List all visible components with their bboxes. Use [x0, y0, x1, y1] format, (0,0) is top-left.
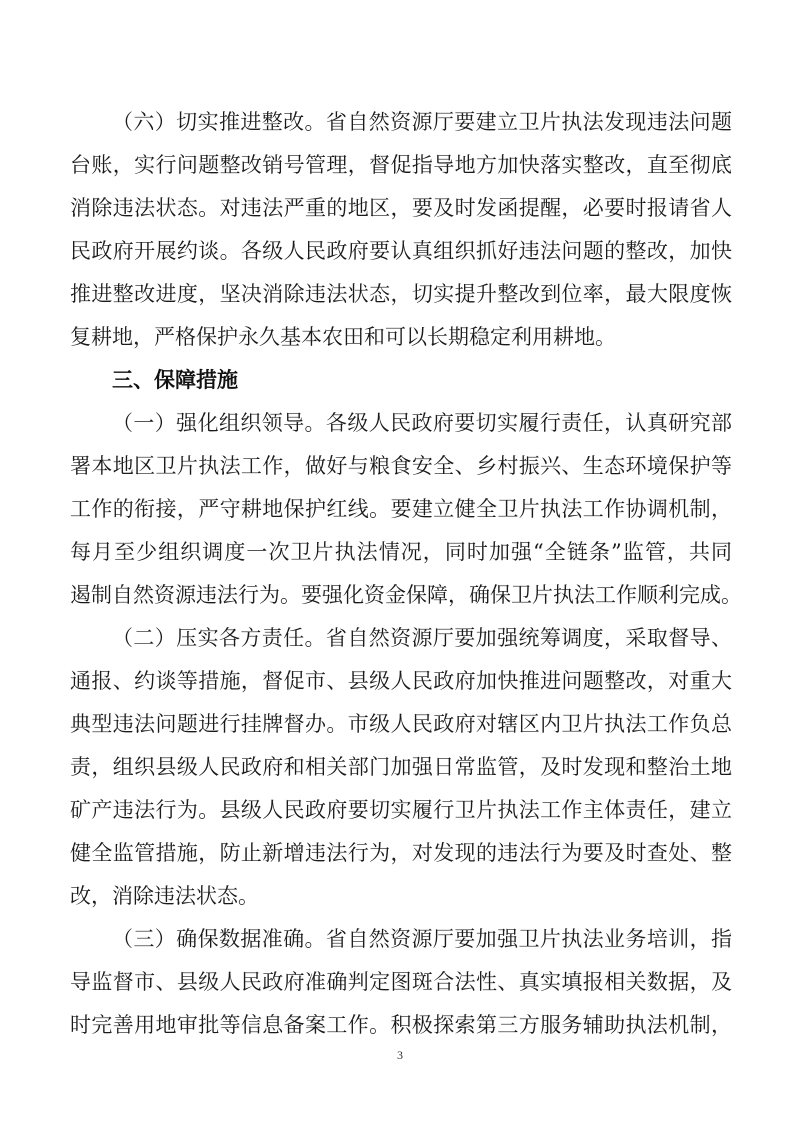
- paragraph-line: 推进整改进度，坚决消除违法状态，切实提升整改到位率，最大限度恢: [70, 282, 732, 306]
- paragraph-line: （六）切实推进整改。省自然资源厅要建立卫片执法发现违法问题: [112, 110, 732, 134]
- paragraph-line: 遏制自然资源违法行为。要强化资金保障，确保卫片执法工作顺利完成。: [70, 583, 742, 607]
- paragraph-line: 民政府开展约谈。各级人民政府要认真组织抓好违法问题的整改，加快: [70, 239, 732, 263]
- paragraph-line: 署本地区卫片执法工作，做好与粮食安全、乡村振兴、生态环境保护等: [70, 454, 732, 478]
- paragraph-line: 导监督市、县级人民政府准确判定图斑合法性、真实填报相关数据，及: [70, 970, 732, 994]
- paragraph-line: （三）确保数据准确。省自然资源厅要加强卫片执法业务培训，指: [112, 927, 732, 951]
- page-number: 3: [397, 1048, 403, 1062]
- section-heading: 三、保障措施: [112, 368, 238, 392]
- paragraph-line: 消除违法状态。对违法严重的地区，要及时发函提醒，必要时报请省人: [70, 196, 732, 220]
- paragraph-line: 责，组织县级人民政府和相关部门加强日常监管，及时发现和整治土地: [70, 755, 732, 779]
- paragraph-line: 通报、约谈等措施，督促市、县级人民政府加快推进问题整改，对重大: [70, 669, 732, 693]
- paragraph-line: 时完善用地审批等信息备案工作。积极探索第三方服务辅助执法机制，: [70, 1013, 732, 1037]
- paragraph-line: 改，消除违法状态。: [70, 884, 259, 908]
- paragraph-line: 健全监管措施，防止新增违法行为，对发现的违法行为要及时查处、整: [70, 841, 732, 865]
- paragraph-line: 复耕地，严格保护永久基本农田和可以长期稳定利用耕地。: [70, 325, 616, 349]
- paragraph-line: 典型违法问题进行挂牌督办。市级人民政府对辖区内卫片执法工作负总: [70, 712, 732, 736]
- paragraph-line: 每月至少组织调度一次卫片执法情况，同时加强“全链条”监管，共同: [70, 540, 732, 564]
- paragraph-line: 工作的衔接，严守耕地保护红线。要建立健全卫片执法工作协调机制，: [70, 497, 732, 521]
- paragraph-line: （二）压实各方责任。省自然资源厅要加强统筹调度，采取督导、: [112, 626, 732, 650]
- paragraph-line: 矿产违法行为。县级人民政府要切实履行卫片执法工作主体责任，建立: [70, 798, 732, 822]
- paragraph-line: （一）强化组织领导。各级人民政府要切实履行责任，认真研究部: [112, 411, 732, 435]
- paragraph-line: 台账，实行问题整改销号管理，督促指导地方加快落实整改，直至彻底: [70, 153, 732, 177]
